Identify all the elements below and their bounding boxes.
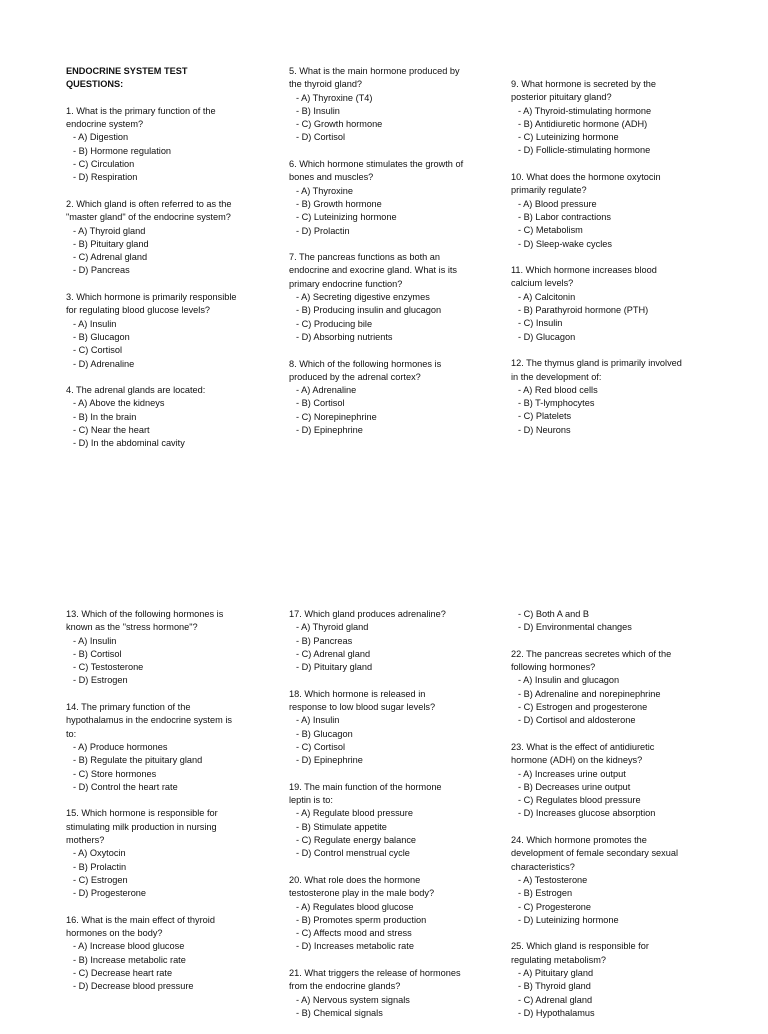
answer-option: - B) Promotes sperm production — [296, 914, 427, 925]
question-block — [66, 914, 291, 994]
question-text: in the development of: — [511, 371, 602, 382]
answer-option: - A) Insulin — [73, 318, 117, 329]
answer-option: - D) Environmental changes — [518, 622, 632, 633]
question-block — [289, 781, 514, 861]
question-text: the thyroid gland? — [289, 79, 363, 90]
answer-option: - B) Producing insulin and glucagon — [296, 305, 442, 316]
answer-option: - C) Adrenal gland — [518, 994, 593, 1005]
question-text: testosterone play in the male body? — [289, 888, 435, 899]
answer-option: - D) Decrease blood pressure — [73, 981, 194, 992]
answer-option: - D) Hypothalamus — [518, 1007, 595, 1018]
answer-option: - B) Antidiuretic hormone (ADH) — [518, 118, 648, 129]
question-text: endocrine system? — [66, 119, 144, 130]
question-text: hypothalamus in the endocrine system is — [66, 715, 232, 726]
answer-option: - A) Insulin and glucagon — [518, 675, 620, 686]
question-text: hormones on the body? — [66, 928, 163, 939]
question-block — [511, 78, 736, 158]
question-text: 17. Which gland produces adrenaline? — [289, 609, 446, 619]
answer-option: - C) Cortisol — [73, 345, 123, 356]
question-block — [511, 171, 736, 251]
answer-option: - B) Parathyroid hormone (PTH) — [518, 305, 649, 316]
answer-option: - C) Affects mood and stress — [296, 928, 412, 939]
answer-option: - A) Thyroid-stimulating hormone — [518, 105, 652, 116]
answer-option: - D) In the abdominal cavity — [73, 438, 185, 449]
question-block — [289, 608, 514, 674]
answer-option: - C) Adrenal gland — [296, 648, 371, 659]
question-text: 5. What is the main hormone produced by — [289, 66, 460, 76]
answer-option: - B) Decreases urine output — [518, 781, 631, 792]
answer-option: - D) Luteinizing hormone — [518, 914, 619, 925]
document-title — [66, 65, 291, 92]
question-text: 22. The pancreas secretes which of the — [511, 648, 672, 659]
question-block — [289, 158, 514, 238]
question-text: response to low blood sugar levels? — [289, 702, 436, 713]
answer-option: - B) Pituitary gland — [73, 238, 149, 249]
question-text: regulating metabolism? — [511, 954, 606, 965]
answer-option: - C) Cortisol — [296, 741, 346, 752]
answer-option: - B) Hormone regulation — [73, 145, 172, 156]
answer-option: - C) Insulin — [518, 318, 563, 329]
answer-option: - C) Estrogen — [73, 874, 128, 885]
answer-option: - C) Near the heart — [73, 425, 150, 436]
question-block — [289, 65, 514, 145]
answer-option: - B) Adrenaline and norepinephrine — [518, 688, 661, 699]
answer-option: - D) Control menstrual cycle — [296, 848, 410, 859]
question-block — [66, 291, 291, 371]
answer-option: - A) Adrenaline — [296, 385, 357, 396]
answer-option: - C) Luteinizing hormone — [296, 212, 397, 223]
answer-option: - A) Oxytocin — [73, 848, 126, 859]
question-block — [511, 608, 736, 635]
question-text: bones and muscles? — [289, 172, 374, 183]
question-block — [289, 688, 514, 768]
answer-option: - D) Progesterone — [73, 888, 147, 899]
answer-option: - B) Estrogen — [518, 888, 573, 899]
answer-option: - A) Produce hormones — [73, 741, 168, 752]
answer-option: - A) Pituitary gland — [518, 968, 594, 979]
question-block — [66, 608, 291, 688]
question-text: to: — [66, 728, 77, 739]
answer-option: - C) Norepinephrine — [296, 411, 377, 422]
answer-option: - C) Both A and B — [518, 609, 589, 619]
question-text: 4. The adrenal glands are located: — [66, 385, 206, 396]
title-line: QUESTIONS: — [66, 79, 124, 90]
question-text: 3. Which hormone is primarily responsible — [66, 292, 237, 303]
answer-option: - B) Chemical signals — [296, 1007, 383, 1018]
question-text: 1. What is the primary function of the — [66, 105, 216, 116]
question-block — [511, 648, 736, 728]
question-text: 23. What is the effect of antidiuretic — [511, 741, 655, 752]
answer-option: - A) Increases urine output — [518, 768, 626, 779]
question-text: 16. What is the main effect of thyroid — [66, 914, 215, 925]
answer-option: - A) Secreting digestive enzymes — [296, 292, 430, 303]
question-text: characteristics? — [511, 861, 575, 872]
question-text: following hormones? — [511, 662, 596, 673]
question-block — [511, 940, 736, 1020]
question-block — [511, 357, 736, 437]
answer-option: - D) Absorbing nutrients — [296, 331, 393, 342]
question-text: 19. The main function of the hormone — [289, 781, 442, 792]
answer-option: - B) Labor contractions — [518, 211, 611, 222]
answer-option: - B) In the brain — [73, 411, 137, 422]
question-text: 10. What does the hormone oxytocin — [511, 172, 661, 183]
answer-option: - D) Control the heart rate — [73, 781, 178, 792]
question-block — [289, 967, 514, 1020]
answer-option: - C) Circulation — [73, 159, 135, 170]
answer-option: - A) Increase blood glucose — [73, 941, 185, 952]
answer-option: - B) Glucagon — [73, 331, 130, 342]
question-text: 9. What hormone is secreted by the — [511, 79, 657, 89]
answer-option: - A) Blood pressure — [518, 198, 597, 209]
question-block — [289, 874, 514, 954]
question-text: hormone (ADH) on the kidneys? — [511, 755, 643, 766]
answer-option: - C) Metabolism — [518, 225, 583, 236]
question-text: from the endocrine glands? — [289, 981, 401, 992]
question-text: 13. Which of the following hormones is — [66, 609, 224, 619]
answer-option: - D) Sleep-wake cycles — [518, 238, 612, 249]
question-text: 18. Which hormone is released in — [289, 688, 426, 699]
answer-option: - B) Glucagon — [296, 728, 353, 739]
question-text: primarily regulate? — [511, 185, 587, 196]
answer-option: - C) Growth hormone — [296, 119, 383, 130]
answer-option: - A) Testosterone — [518, 874, 588, 885]
answer-option: - B) Regulate the pituitary gland — [73, 755, 203, 766]
question-block — [66, 198, 291, 278]
answer-option: - B) Cortisol — [296, 398, 345, 409]
answer-option: - A) Above the kidneys — [73, 398, 165, 409]
answer-option: - C) Estrogen and progesterone — [518, 702, 648, 713]
question-text: 25. Which gland is responsible for — [511, 941, 649, 952]
title-line: ENDOCRINE SYSTEM TEST — [66, 66, 188, 76]
question-text: endocrine and exocrine gland. What is its — [289, 265, 458, 276]
question-block — [289, 358, 514, 438]
answer-option: - B) Increase metabolic rate — [73, 954, 186, 965]
answer-option: - D) Adrenaline — [73, 358, 135, 369]
column-5 — [289, 608, 514, 1034]
answer-option: - D) Follicle-stimulating hormone — [518, 145, 651, 156]
answer-option: - A) Red blood cells — [518, 384, 598, 395]
answer-option: - B) Growth hormone — [296, 198, 382, 209]
answer-option: - D) Respiration — [73, 172, 138, 183]
answer-option: - B) T-lymphocytes — [518, 398, 595, 409]
question-text: known as the "stress hormone"? — [66, 622, 198, 633]
answer-option: - C) Regulate energy balance — [296, 835, 417, 846]
answer-option: - D) Epinephrine — [296, 755, 363, 766]
question-text: for regulating blood glucose levels? — [66, 305, 211, 316]
question-block — [511, 741, 736, 821]
column-3 — [511, 78, 736, 450]
answer-option: - C) Regulates blood pressure — [518, 795, 641, 806]
answer-option: - D) Estrogen — [73, 675, 128, 686]
question-block — [289, 251, 514, 344]
answer-option: - A) Nervous system signals — [296, 994, 410, 1005]
answer-option: - D) Pancreas — [73, 265, 130, 276]
answer-option: - D) Cortisol and aldosterone — [518, 715, 636, 726]
question-text: "master gland" of the endocrine system? — [66, 212, 231, 223]
question-text: 11. Which hormone increases blood — [511, 265, 657, 276]
answer-option: - C) Producing bile — [296, 318, 373, 329]
answer-option: - A) Thyroxine (T4) — [296, 92, 373, 103]
answer-option: - A) Thyroid gland — [73, 225, 146, 236]
answer-option: - A) Thyroid gland — [296, 622, 369, 633]
answer-option: - A) Calcitonin — [518, 291, 576, 302]
question-block — [66, 701, 291, 794]
answer-option: - D) Glucagon — [518, 331, 576, 342]
question-text: 21. What triggers the release of hormones — [289, 968, 461, 979]
question-text: 20. What role does the hormone — [289, 874, 421, 885]
question-text: 2. Which gland is often referred to as the — [66, 198, 232, 209]
answer-option: - B) Thyroid gland — [518, 981, 591, 992]
answer-option: - A) Thyroxine — [296, 185, 354, 196]
question-text: 6. Which hormone stimulates the growth of — [289, 159, 464, 170]
answer-option: - D) Increases glucose absorption — [518, 808, 656, 819]
answer-option: - D) Increases metabolic rate — [296, 941, 414, 952]
column-6 — [511, 608, 736, 1034]
answer-option: - D) Neurons — [518, 424, 571, 435]
question-text: posterior pituitary gland? — [511, 92, 612, 103]
answer-option: - D) Prolactin — [296, 225, 350, 236]
question-block — [511, 264, 736, 344]
answer-option: - B) Prolactin — [73, 861, 127, 872]
question-block — [511, 834, 736, 927]
answer-option: - C) Progesterone — [518, 901, 592, 912]
answer-option: - D) Epinephrine — [296, 425, 363, 436]
answer-option: - C) Decrease heart rate — [73, 968, 173, 979]
question-text: mothers? — [66, 835, 105, 846]
question-text: produced by the adrenal cortex? — [289, 371, 421, 382]
question-text: primary endocrine function? — [289, 278, 403, 289]
answer-option: - D) Pituitary gland — [296, 662, 373, 673]
question-text: 7. The pancreas functions as both an — [289, 252, 441, 263]
column-2 — [289, 65, 514, 451]
answer-option: - D) Cortisol — [296, 132, 346, 143]
answer-option: - B) Insulin — [296, 105, 340, 116]
answer-option: - C) Platelets — [518, 411, 572, 422]
question-block — [66, 384, 291, 450]
question-block — [66, 105, 291, 185]
answer-option: - A) Insulin — [296, 715, 340, 726]
answer-option: - C) Testosterone — [73, 662, 144, 673]
column-1 — [66, 65, 291, 464]
column-4 — [66, 608, 291, 1007]
question-text: 14. The primary function of the — [66, 702, 191, 713]
answer-option: - A) Regulates blood glucose — [296, 901, 414, 912]
question-text: 15. Which hormone is responsible for — [66, 808, 218, 819]
question-text: 8. Which of the following hormones is — [289, 358, 442, 369]
question-text: calcium levels? — [511, 278, 574, 289]
question-text: stimulating milk production in nursing — [66, 821, 217, 832]
answer-option: - B) Cortisol — [73, 648, 122, 659]
question-text: development of female secondary sexual — [511, 848, 679, 859]
question-text: 24. Which hormone promotes the — [511, 835, 647, 846]
answer-option: - B) Pancreas — [296, 635, 353, 646]
question-text: leptin is to: — [289, 795, 333, 806]
answer-option: - A) Digestion — [73, 132, 129, 143]
answer-option: - A) Regulate blood pressure — [296, 808, 413, 819]
question-block — [66, 807, 291, 900]
answer-option: - A) Insulin — [73, 635, 117, 646]
answer-option: - C) Adrenal gland — [73, 252, 148, 263]
answer-option: - B) Stimulate appetite — [296, 821, 387, 832]
answer-option: - C) Luteinizing hormone — [518, 132, 619, 143]
question-text: 12. The thymus gland is primarily involved — [511, 358, 682, 369]
answer-option: - C) Store hormones — [73, 768, 157, 779]
